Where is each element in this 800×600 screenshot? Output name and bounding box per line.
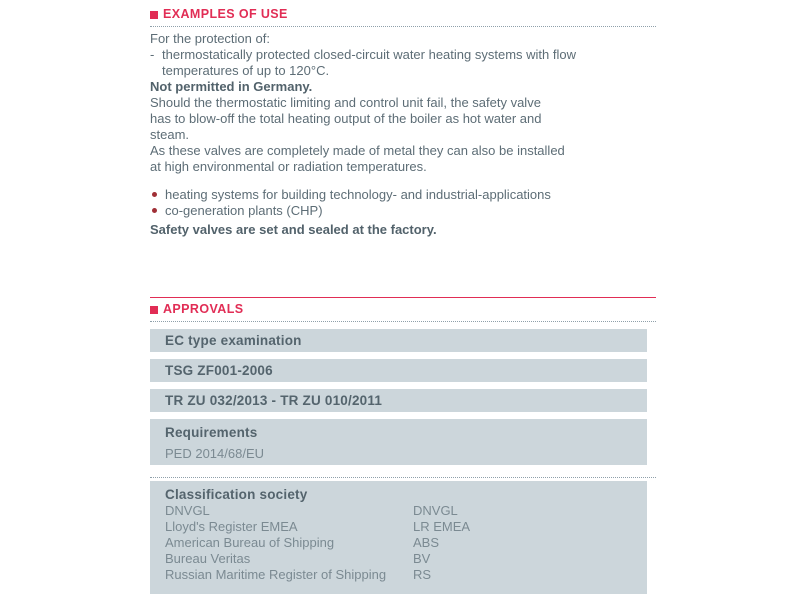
classification-row bbox=[165, 503, 632, 519]
society-name: DNVGL bbox=[165, 503, 210, 518]
factory-seal-note: Safety valves are set and sealed at the factory. bbox=[150, 222, 437, 237]
society-code: DNVGL bbox=[413, 503, 458, 518]
red-square-icon bbox=[150, 306, 158, 314]
dotted-rule bbox=[150, 321, 656, 322]
society-name: Bureau Veritas bbox=[165, 551, 251, 566]
bullet-list bbox=[150, 186, 656, 218]
classification-row bbox=[165, 535, 632, 551]
society-name: Russian Maritime Register of Shipping bbox=[165, 567, 387, 582]
bullet-item bbox=[150, 186, 656, 202]
society-code: LR EMEA bbox=[413, 519, 471, 534]
body-line: has to blow-off the total heating output of the boiler as hot water and bbox=[150, 111, 542, 126]
section-header bbox=[150, 8, 656, 21]
red-square-icon bbox=[150, 11, 158, 19]
classification-panel bbox=[150, 481, 647, 594]
dash-marker: - bbox=[150, 47, 155, 62]
body-line: Should the thermostatic limiting and control unit fail, the safety valve bbox=[150, 95, 541, 110]
bullet-item-text: co-generation plants (CHP) bbox=[165, 202, 323, 218]
body-line: temperatures of up to 120°C. bbox=[162, 63, 330, 78]
body-line: As these valves are completely made of metal they can also be installed bbox=[150, 143, 565, 158]
classification-row bbox=[165, 567, 632, 583]
section-approvals bbox=[150, 297, 656, 594]
approval-bar-tsg: TSG ZF001-2006 bbox=[150, 359, 647, 382]
body-line: at high environmental or radiation temperatures. bbox=[150, 159, 427, 174]
body-line: steam. bbox=[150, 127, 190, 142]
society-name: American Bureau of Shipping bbox=[165, 535, 335, 550]
requirements-panel bbox=[150, 419, 647, 465]
examples-body bbox=[150, 31, 656, 175]
classification-row bbox=[165, 519, 632, 535]
bullet-item bbox=[150, 202, 656, 218]
red-rule bbox=[150, 297, 656, 298]
society-name: Lloyd's Register EMEA bbox=[165, 519, 298, 534]
body-line-bold: Not permitted in Germany. bbox=[150, 79, 313, 94]
bullet-item-text: heating systems for building technology- and industrial-applications bbox=[165, 186, 551, 202]
section-title: APPROVALS bbox=[163, 302, 244, 316]
section-examples-of-use bbox=[150, 8, 656, 238]
requirements-title: Requirements bbox=[165, 425, 258, 440]
body-line bbox=[150, 47, 656, 63]
classification-row bbox=[165, 551, 632, 567]
classification-title: Classification society bbox=[165, 487, 308, 502]
bullet-dot-icon bbox=[152, 192, 157, 197]
body-line: For the protection of: bbox=[150, 31, 270, 46]
approval-bar-tr-zu: TR ZU 032/2013 - TR ZU 010/2011 bbox=[150, 389, 647, 412]
body-line-text: thermostatically protected closed-circuit water heating systems with flow bbox=[162, 47, 576, 62]
dotted-rule bbox=[150, 26, 656, 27]
dotted-rule bbox=[150, 477, 656, 478]
society-code: ABS bbox=[413, 535, 440, 550]
section-title: EXAMPLES OF USE bbox=[163, 7, 288, 21]
approval-bar-ec-type: EC type examination bbox=[150, 329, 647, 352]
section-header bbox=[150, 303, 656, 316]
bullet-dot-icon bbox=[152, 208, 157, 213]
society-code: BV bbox=[413, 551, 431, 566]
requirements-value: PED 2014/68/EU bbox=[165, 446, 265, 461]
society-code: RS bbox=[413, 567, 432, 582]
